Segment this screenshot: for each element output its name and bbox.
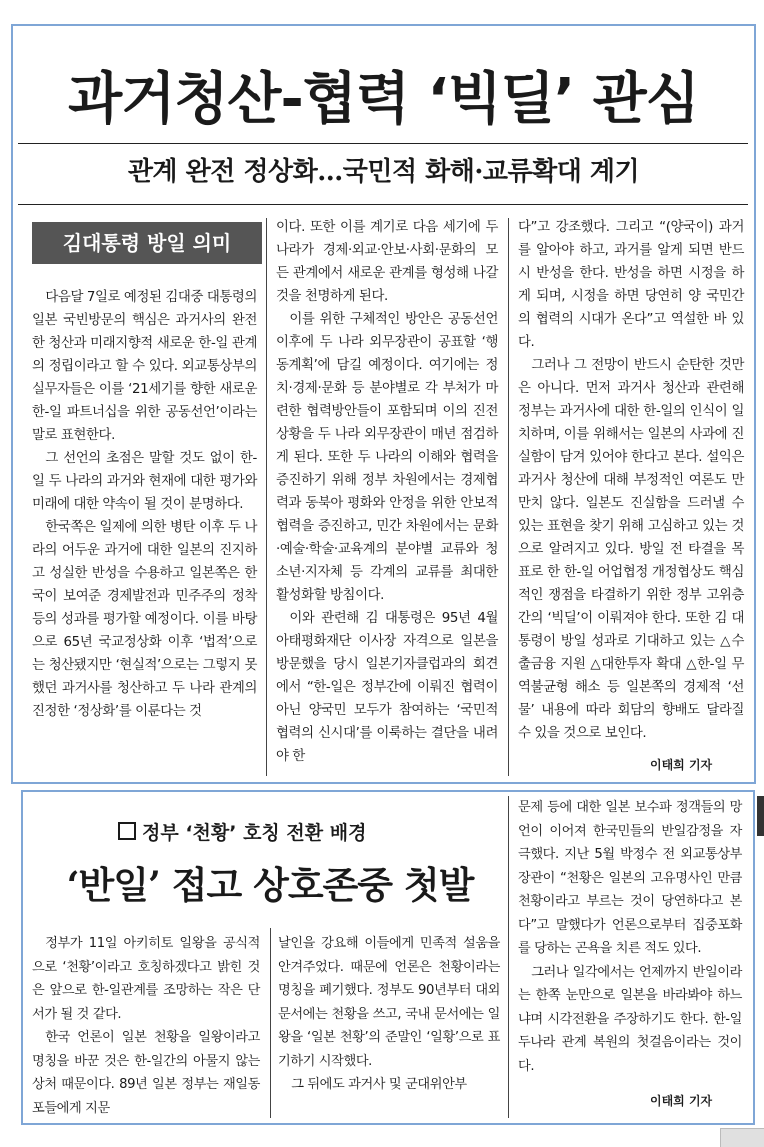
column-divider [508, 218, 509, 776]
paragraph: 이다. 또한 이를 계기로 다음 세기에 두 나라가 경제·외교·안보·사회·문화의 모든 관계에서 새로운 관계를 형성해 나갈 것을 천명하게 된다. [276, 220, 498, 304]
paragraph: 그 선언의 초점은 말할 것도 없이 한-일 두 나라의 과거와 현재에 대한 평가와 미래에 대한 약속이 될 것이 분명하다. [32, 451, 257, 512]
page-thumbnail[interactable] [720, 1128, 764, 1147]
subheadline: 관계 완전 정상화…국민적 화해·교류확대 계기 [127, 157, 640, 187]
article2-column-3 [518, 796, 742, 1078]
paragraph: 날인을 강요해 이들에게 민족적 설움을 안겨주었다. 때문에 언론은 천황이라는 명칭을 폐기했다. 정부도 90년부터 대외 문서에는 천황을 쓰고, 국내 문서에는 일왕을 ‘일본 천황’의 준말인 ‘일황’으로 표기하기 시작했다. [278, 936, 500, 1069]
article1-column-1 [32, 286, 257, 723]
column-divider [508, 796, 509, 1118]
column-divider [270, 928, 271, 1118]
paragraph: 다음달 7일로 예정된 김대중 대통령의 일본 국빈방문의 핵심은 과거사의 완전한 청산과 미래지향적 새로운 한-일 관계의 정립이라고 할 수 있다. 외교통상부의 실무자들은 이를 ‘21세기를 향한 새로운 한-일 파트너십을 위한 공동선언’이라는 말로 표현한다. [32, 290, 257, 443]
paragraph: 정부가 11일 아키히토 일왕을 공식적으로 ‘천황’이라고 호칭하겠다고 밝힌 것은 앞으로 한-일관계를 조망하는 작은 단서가 될 것 같다. [32, 936, 260, 1022]
byline: 이태희 기자 [650, 1094, 713, 1108]
paragraph: 그 뒤에도 과거사 및 군대위안부 [291, 1077, 467, 1092]
headline: 과거청산-협력 ‘빅딜’ 관심 [68, 67, 699, 132]
paragraph: 문제 등에 대한 일본 보수파 정객들의 망언이 이어져 한국민들의 반일감정을 자극했다. 지난 5월 박정수 전 외교통상부 장관이 “천황은 일본의 고유명사인 만큼 천황이라고 부르는 것이 당연하다고 본다”고 말했다가 언론으로부터 집중포화를 당하는 곤욕을 치른 적도 있다. [518, 800, 742, 956]
headline-2: ‘반일’ 접고 상호존중 첫발 [66, 863, 474, 907]
article2-column-2 [278, 932, 500, 1097]
paragraph: 그러나 그 전망이 반드시 순탄한 것만은 아니다. 먼저 과거사 청산과 관련해 정부는 과거사에 대한 한-일의 인식이 일치하며, 이를 위해서는 일본의 사과에 진실함이 담겨 있어야 한다고 본다. 설익은 과거사 청산에 대해 부정적인 여론도 만만치 않다. 일본도 진실함을 드러낼 수 있는 표현을 찾기 위해 고심하고 있는 것으로 알려지고 있다. 방일 전 타결을 목표로 한 한-일 어업협정 개정협상도 핵심적인 쟁점을 타결하기 위한 정부 고위층간의 ‘빅딜’이 이뤄져야 한다. 또한 김 대통령이 방일 성과로 기대하고 있는 △수출금융 지원 △대한투자 확대 △한-일 무역불균형 해소 등 일본쪽의 경제적 ‘선물’ 내용에 따라 회담의 향배도 달라질 수 있을 것으로 보인다. [518, 358, 744, 741]
article1-column-3 [518, 216, 744, 745]
square-icon [118, 822, 136, 840]
paragraph: 이를 위한 구체적인 방안은 공동선언 이후에 두 나라 외무장관이 공표할 ‘행동계획’에 담길 예정이다. 여기에는 정치·경제·문화 등 분야별로 각 부처가 마련한 협력방안들이 포함되며 이의 진전상황을 두 나라 외무장관이 매년 점검하게 된다. 또한 두 나라의 이해와 협력을 증진하기 위해 정부 차원에서는 경제협력과 동북아 평화와 안정을 위한 안보적 협력을 증진하고, 민간 차원에서는 문화·예술·학술·교육계의 분야별 교류와 청소년·지자체 등 각계의 교류를 최대한 활성화할 방침이다. [276, 312, 498, 603]
kicker-text: 정부 ‘천황’ 호칭 전환 배경 [142, 822, 367, 844]
article1-column-2 [276, 216, 498, 768]
byline: 이태희 기자 [650, 758, 713, 772]
paragraph: 한국쪽은 일제에 의한 병탄 이후 두 나라의 어두운 과거에 대한 일본의 진지하고 성실한 반성을 수용하고 일본쪽은 한국이 보여준 경제발전과 민주주의 정착 등의 성과를 평가할 예정이다. 이를 바탕으로 65년 국교정상화 이후 ‘법적’으로는 청산됐지만 ‘현실적’으로는 그렇지 못했던 과거사를 청산하고 두 나라 관계의 진정한 ‘정상화’를 이룬다는 것 [32, 520, 257, 719]
kicker [118, 818, 418, 848]
paragraph: 다”고 강조했다. 그리고 “(양국이) 과거를 알아야 하고, 과거를 알게 되면 반드시 반성을 한다. 반성을 하면 시정을 하게 되며, 시정을 하면 당연히 양 국민간의 협력의 시대가 온다”고 역설한 바 있다. [518, 220, 744, 350]
subhead-rule [18, 204, 748, 205]
paragraph: 한국 언론이 일본 천황을 일왕이라고 명칭을 바꾼 것은 한-일간의 아물지 않는 상처 때문이다. 89년 일본 정부는 재일동포들에게 지문 [32, 1030, 260, 1116]
article2-column-1 [32, 932, 260, 1120]
headline-rule [18, 143, 748, 144]
paragraph: 이와 관련해 김 대통령은 95년 4월 아태평화재단 이사장 자격으로 일본을 방문했을 당시 일본기자클럽과의 회견에서 “한-일은 정부간에 이뤄진 협력이 아닌 양국민 모두가 참여하는 ‘국민적 협력의 신시대’를 이룩하는 결단을 내려야 한 [276, 611, 498, 764]
side-tab[interactable] [757, 796, 764, 836]
column-divider [266, 218, 267, 776]
paragraph: 그러나 일각에서는 언제까지 반일이라는 한쪽 눈만으로 일본을 바라봐야 하느냐며 시각전환을 주장하기도 한다. 한-일 두나라 관계 복원의 첫걸음이라는 것이다. [518, 964, 742, 1074]
section-label: 김대통령 방일 의미 [32, 222, 262, 264]
